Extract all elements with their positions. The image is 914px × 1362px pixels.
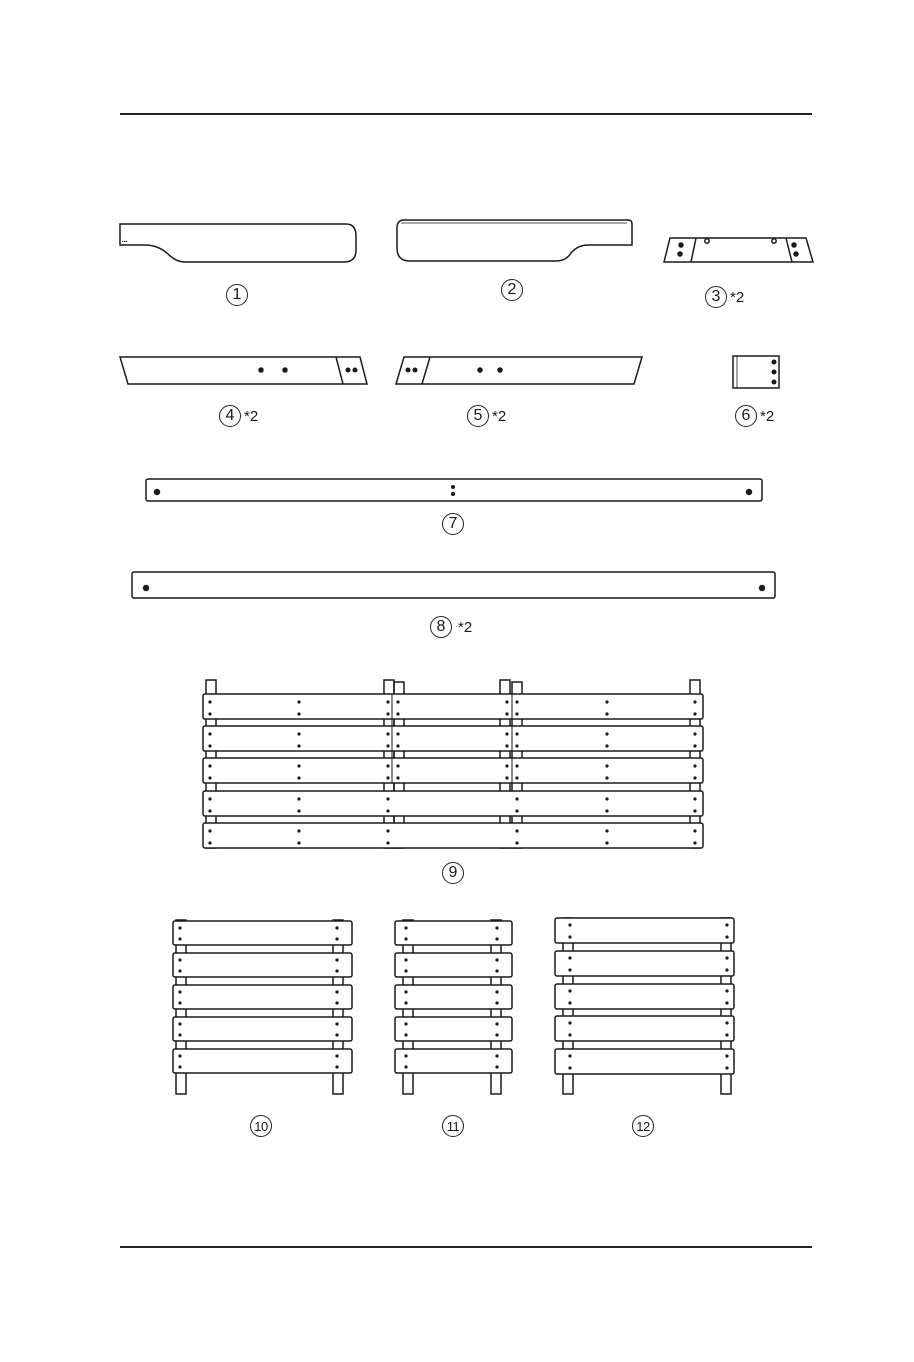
part-number: 1 <box>226 284 248 306</box>
part-quantity: *2 <box>458 618 473 636</box>
part-12-label <box>632 1115 654 1137</box>
part-number: 4 <box>219 405 241 427</box>
part-5-label <box>467 405 506 427</box>
part-4-drawing <box>120 357 367 384</box>
part-number: 12 <box>632 1115 654 1137</box>
part-12-drawing <box>555 918 734 1094</box>
part-6-label <box>735 405 774 427</box>
part-2-label <box>501 279 523 301</box>
part-number: 5 <box>467 405 489 427</box>
part-number: 9 <box>442 862 464 884</box>
part-2-drawing <box>397 220 632 261</box>
part-1-drawing <box>120 224 356 262</box>
part-6-drawing <box>733 356 779 388</box>
part-number: 6 <box>735 405 757 427</box>
part-8-label <box>430 616 472 638</box>
part-11-label <box>442 1115 464 1137</box>
part-number: 2 <box>501 279 523 301</box>
part-10-label <box>250 1115 272 1137</box>
svg-text:▪▪▪: ▪▪▪ <box>122 239 128 245</box>
part-9-drawing <box>203 680 703 848</box>
part-3-label <box>705 286 744 308</box>
part-8-drawing <box>132 572 775 598</box>
part-number: 10 <box>250 1115 272 1137</box>
part-5-drawing <box>396 357 642 384</box>
part-quantity: *2 <box>244 407 259 425</box>
part-10-drawing <box>173 920 352 1094</box>
part-number: 3 <box>705 286 727 308</box>
part-7-label <box>442 513 464 535</box>
part-number: 8 <box>430 616 452 638</box>
part-number: 7 <box>442 513 464 535</box>
part-quantity: *2 <box>492 407 507 425</box>
part-3-drawing <box>664 238 813 262</box>
part-quantity: *2 <box>730 288 745 306</box>
part-9-label <box>442 862 464 884</box>
part-number: 11 <box>442 1115 464 1137</box>
part-7-drawing <box>146 479 762 501</box>
part-11-drawing <box>395 920 512 1094</box>
part-1-label <box>226 284 248 306</box>
part-quantity: *2 <box>760 407 775 425</box>
part-4-label <box>219 405 258 427</box>
